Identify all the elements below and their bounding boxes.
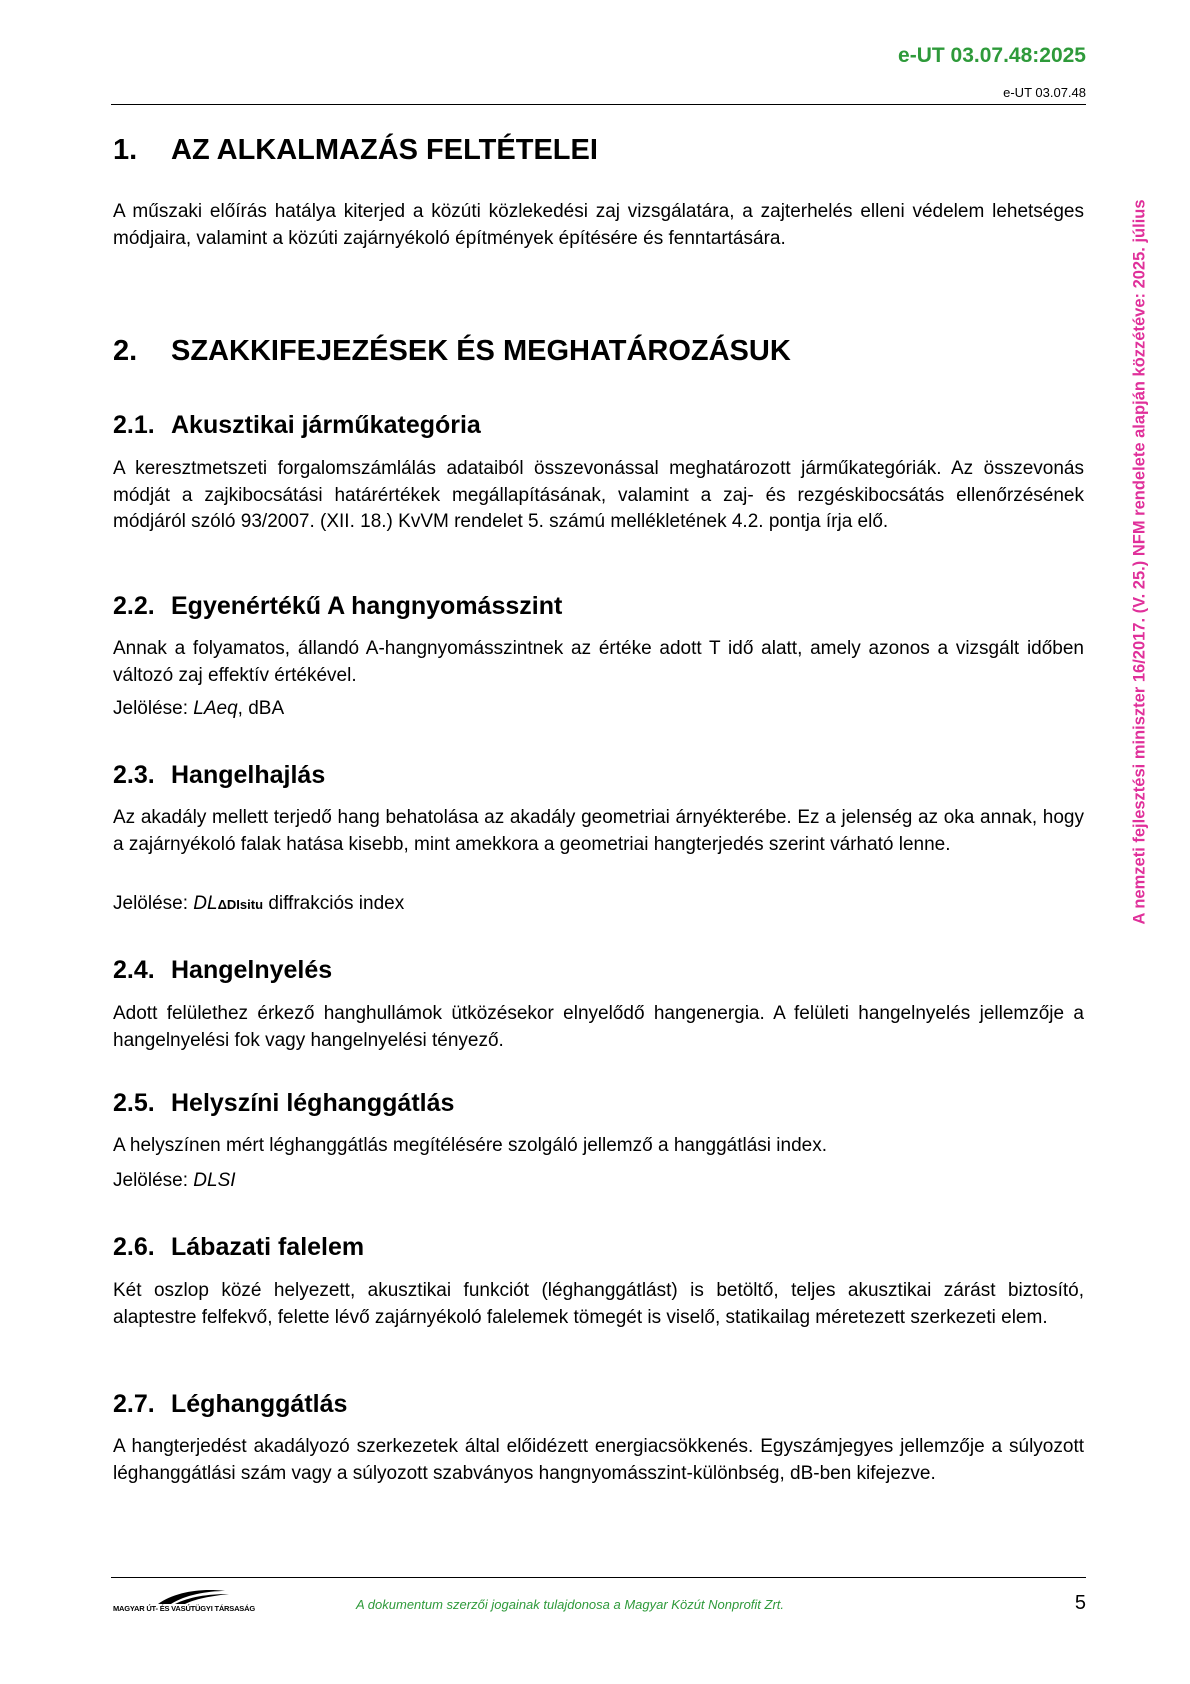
section-2-7-heading: 2.7. Léghanggátlás <box>113 1390 348 1418</box>
section-1-heading: 1. AZ ALKALMAZÁS FELTÉTELEI <box>113 134 598 166</box>
copyright-notice: A dokumentum szerzői jogainak tulajdonosa a Magyar Közút Nonprofit Zrt. <box>356 1597 785 1612</box>
society-logo-text: MAGYAR ÚT- ÉS VASÚTÜGYI TÁRSASÁG <box>113 1604 255 1613</box>
section-2-heading: 2. SZAKKIFEJEZÉSEK ÉS MEGHATÁROZÁSUK <box>113 335 791 367</box>
section-2-2-symbol: Jelölése: LAeq, dBA <box>113 698 285 719</box>
document-code: e-UT 03.07.48:2025 <box>898 44 1086 67</box>
section-2-7-text: A hangterjedést akadályozó szerkezetek által előidézett energiacsökkenés. Egyszámjegyes jellemzője a súlyozott léghanggátlási szám vagy a súlyozott szabványos hangnyomásszint-különbség, dB-ben kifejezve. <box>113 1436 1084 1484</box>
section-2-4-text: Adott felülethez érkező hanghullámok ütközésekor elnyelődő hangenergia. A felületi hangelnyelés jellemzője a hangelnyelési fok vagy hangelnyelési tényező. <box>113 1003 1084 1051</box>
section-2-1-text: A keresztmetszeti forgalomszámlálás adataiból összevonással meghatározott járműkategóriák. Az összevonás módját a zajkibocsátási határértékek megállapításának, valamint a zaj- és rezgéskibocsátás ellenőrzésének módjáról szóló 93/2007. (XII. 18.) KvVM rendelet 5. számú mellékletének 4.2. pontja írja elő. <box>113 458 1084 532</box>
page-number: 5 <box>1074 1592 1086 1614</box>
section-2-3-text: Az akadály mellett terjedő hang behatolása az akadály geometriai árnyékterébe. Ez a jelenség az oka annak, hogy a zajárnyékoló falak hatása kisebb, mint amekkora a geometriai hangterjedés szerint várható lenne. <box>113 807 1084 855</box>
document-subcode: e-UT 03.07.48 <box>1003 85 1086 100</box>
header-divider <box>111 104 1086 105</box>
section-2-1-heading: 2.1. Akusztikai járműkategória <box>113 411 481 439</box>
section-2-6-text: Két oszlop közé helyezett, akusztikai funkciót (léghanggátlást) is betöltő, teljes akusztikai zárást biztosító, alaptestre felfekvő, felette lévő zajárnyékoló falelemek tömegét is viselő, statikailag méretezett szerkezeti elem. <box>113 1280 1084 1328</box>
publication-note: A nemzeti fejlesztési miniszter 16/2017. (V. 25.) NFM rendelete alapján közzétéve: 2025. július <box>1130 199 1149 925</box>
section-1-text: A műszaki előírás hatálya kiterjed a közúti közlekedési zaj vizsgálatára, a zajterhelés elleni védelem lehetséges módjaira, valamint a közúti zajárnyékoló építmények építésére és fenntartására. <box>113 201 1084 249</box>
section-2-5-heading: 2.5. Helyszíni léghanggátlás <box>113 1089 455 1117</box>
section-2-2-text: Annak a folyamatos, állandó A-hangnyomásszintnek az értéke adott T idő alatt, amely azonos a vizsgált időben változó zaj effektív értékével. <box>113 638 1084 686</box>
section-2-4-heading: 2.4. Hangelnyelés <box>113 956 333 984</box>
section-2-5-symbol: Jelölése: DLSI <box>113 1170 236 1191</box>
section-2-3-heading: 2.3. Hangelhajlás <box>113 761 326 789</box>
section-2-5-text: A helyszínen mért léghanggátlás megítélésére szolgáló jellemző a hanggátlási index. <box>113 1135 827 1156</box>
footer-divider <box>111 1577 1086 1578</box>
section-2-2-heading: 2.2. Egyenértékű A hangnyomásszint <box>113 592 563 620</box>
section-2-3-symbol: Jelölése: DLΔDIsitu diffrakciós index <box>113 893 405 914</box>
section-2-6-heading: 2.6. Lábazati falelem <box>113 1233 365 1261</box>
